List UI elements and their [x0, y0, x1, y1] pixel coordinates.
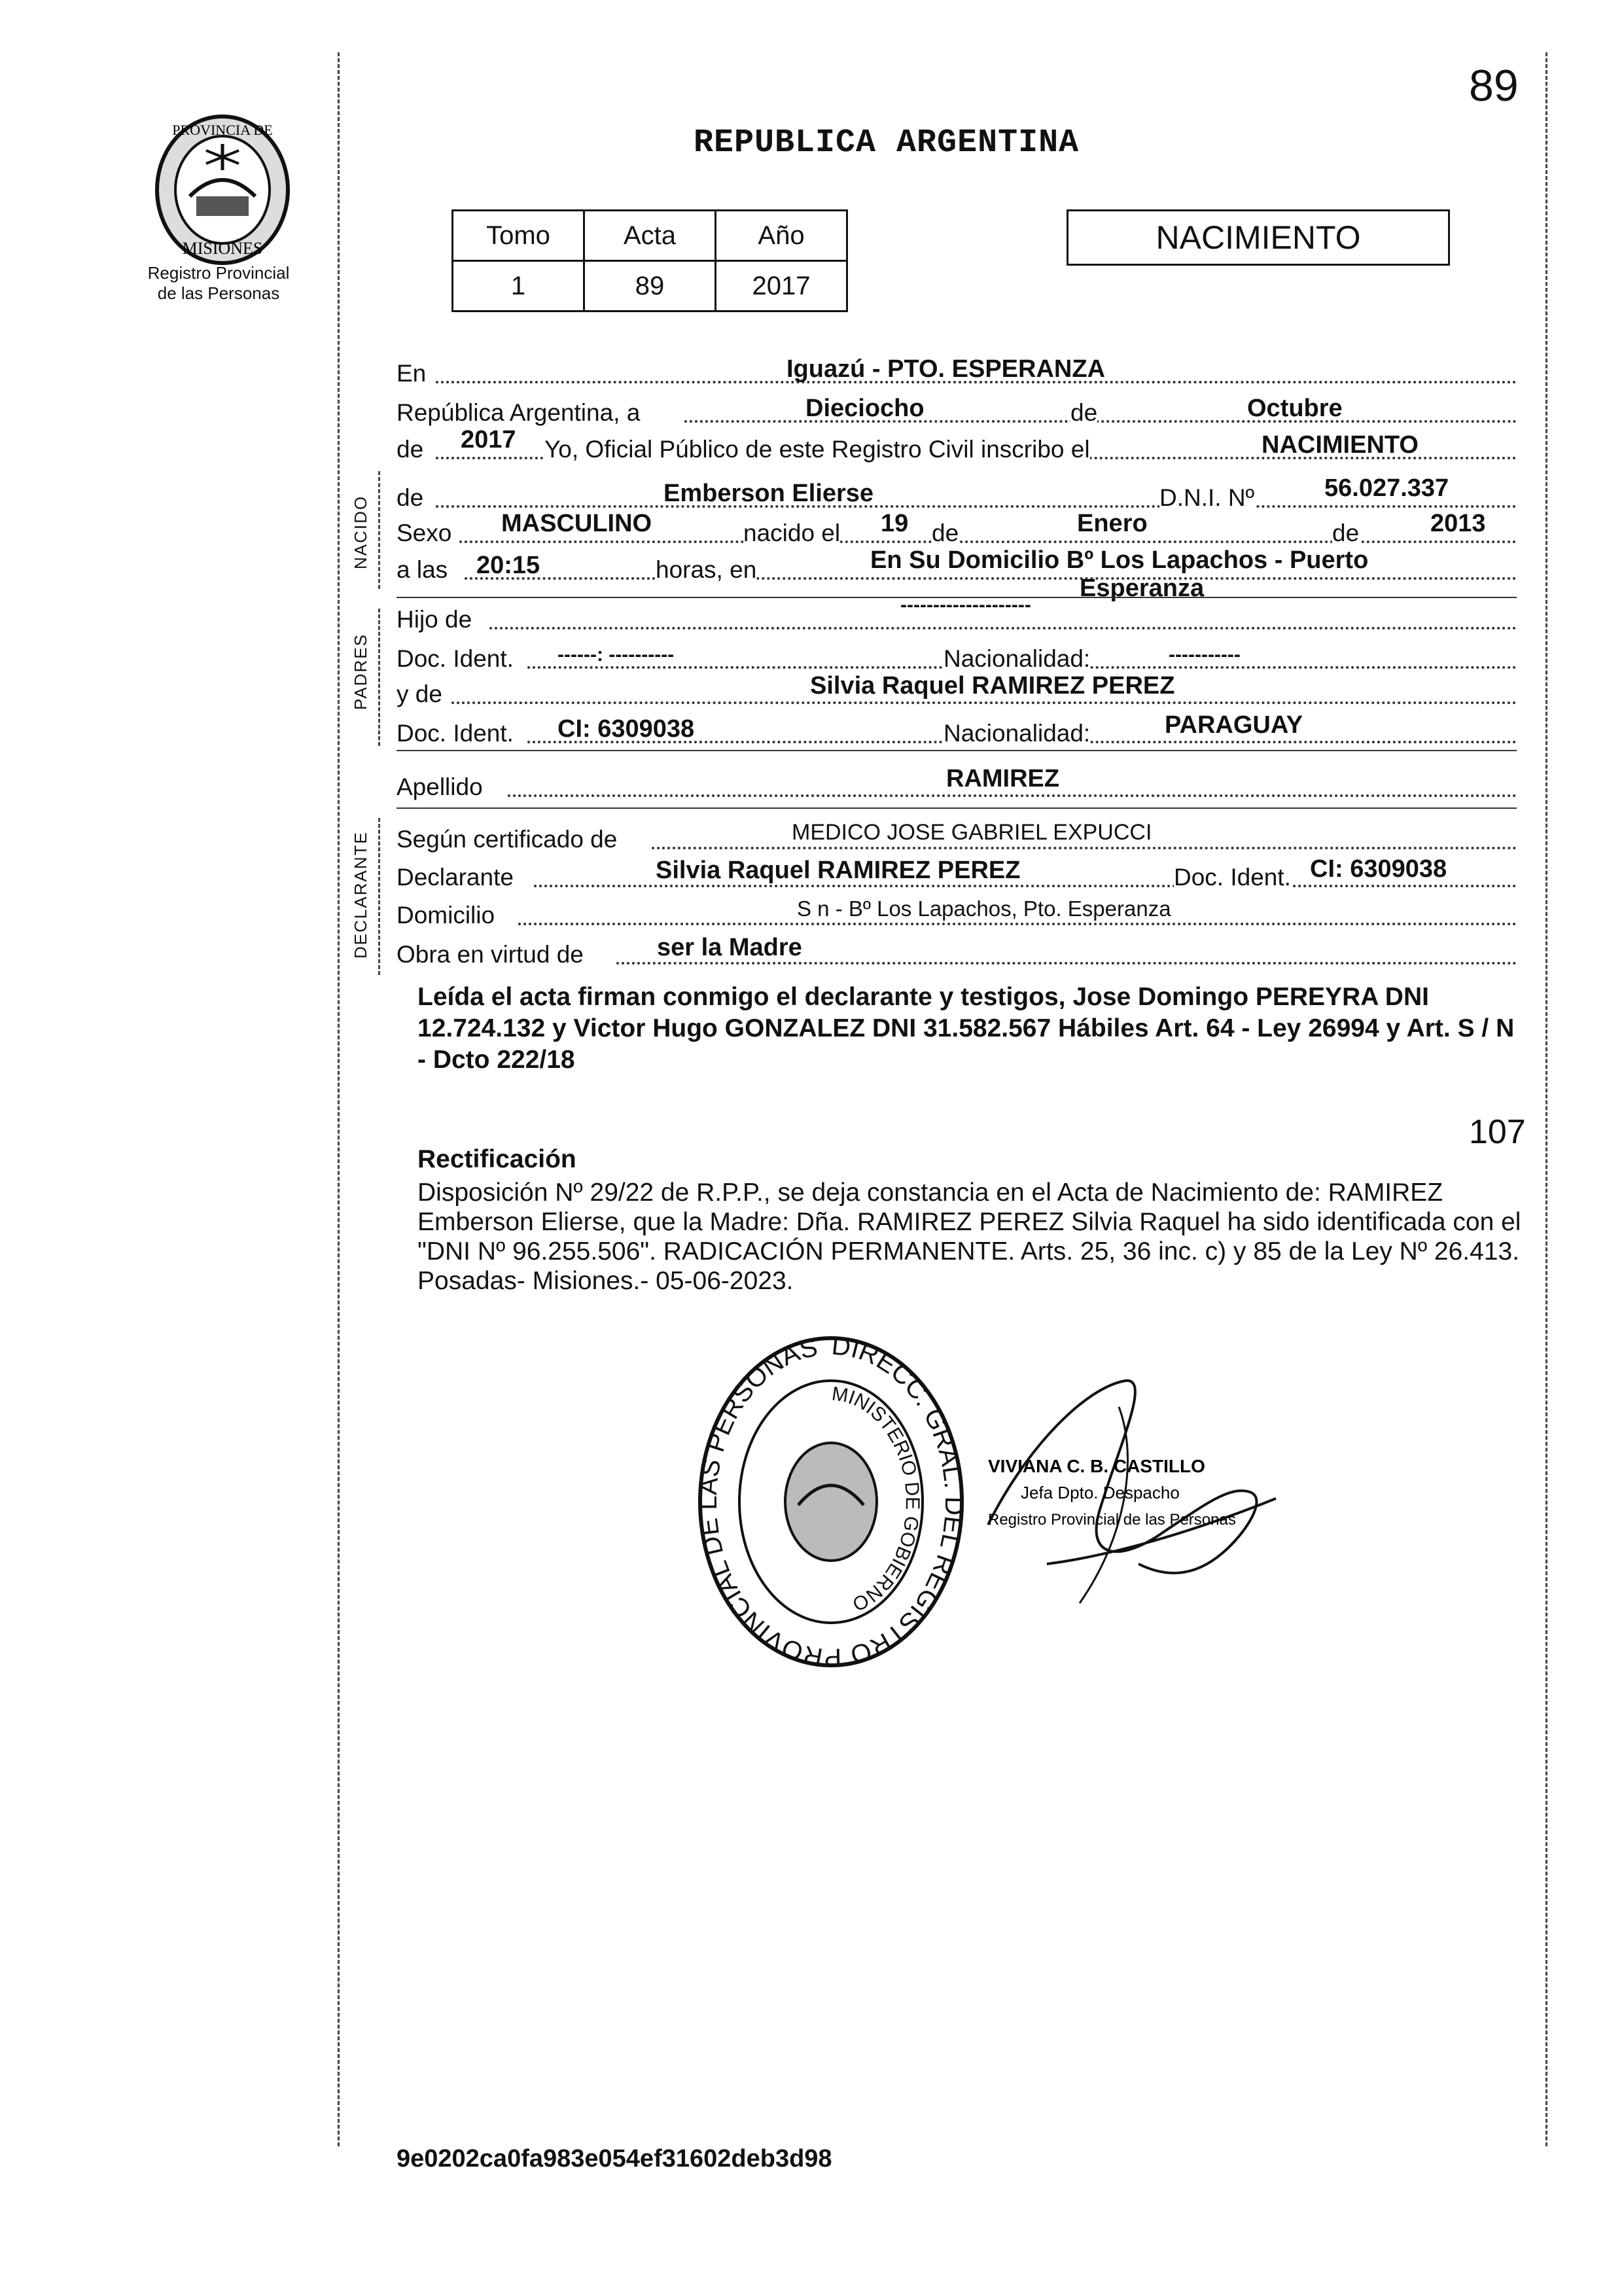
row-obra: Obra en virtud de ser la Madre [397, 934, 1517, 971]
svg-text:PROVINCIA DE: PROVINCIA DE [172, 122, 273, 138]
rectification-title: Rectificación [417, 1145, 576, 1173]
record-type-box: NACIMIENTO [1067, 209, 1450, 266]
row-madre-doc: Doc. Ident. CI: 6309038 Nacionalidad: PARAGUAY [397, 713, 1517, 750]
table-header: Año [716, 211, 847, 261]
row-madre: y de Silvia Raquel RAMIREZ PEREZ [397, 674, 1517, 711]
row-en: En Iguazú - PTO. ESPERANZA [397, 353, 1517, 390]
signature-office: Registro Provincial de las Personas [988, 1511, 1236, 1529]
provincial-emblem [150, 111, 294, 268]
nacido-bracket-line [378, 471, 380, 589]
place-value: Iguazú - PTO. ESPERANZA [786, 355, 1106, 383]
surname-value: RAMIREZ [946, 765, 1060, 792]
table-header: Acta [584, 211, 716, 261]
row-sexo: Sexo MASCULINO nacido el 19 de Enero de 2013 [397, 513, 1517, 550]
row-apellido: Apellido RAMIREZ [397, 767, 1517, 804]
side-label-nacido: NACIDO [351, 495, 370, 569]
document-hash: 9e0202ca0fa983e054ef31602deb3d98 [397, 2145, 832, 2172]
row-hora: a las 20:15 horas, en En Su Domicilio Bº Los Lapachos - Puerto [397, 550, 1517, 586]
declarante-bracket-line [378, 818, 380, 975]
tomo-acta-anio-table [451, 209, 848, 312]
rectification-number: 107 [1469, 1113, 1526, 1151]
table-cell: 1 [453, 261, 584, 311]
row-segun: Según certificado de MEDICO JOSE GABRIEL EXPUCCI [397, 819, 1517, 856]
signature-role: Jefa Dpto. Despacho [1021, 1483, 1180, 1502]
handwritten-signature [968, 1368, 1335, 1642]
signature-statement: Leída el acta firman conmigo el declarante y testigos, Jose Domingo PEREYRA DNI 12.724.132 y Victor Hugo GONZALEZ DNI 31.582.567 Hábiles Art. 64 - Ley 26994 y Art. S / N - Dcto 222/18 [417, 983, 1515, 1074]
svg-text:DIRECC. GRAL. DEL REGISTRO PRO: DIRECC. GRAL. DEL REGISTRO PROVINCIAL DE LAS PERSONAS [694, 1331, 968, 1669]
page-number: 89 [1469, 61, 1519, 111]
row-declarante: Declarante Silvia Raquel RAMIREZ PEREZ Doc. Ident. CI: 6309038 [397, 857, 1517, 894]
row-domicilio: Domicilio S n - Bº Los Lapachos, Pto. Esperanza [397, 895, 1517, 932]
place-value-continued: Esperanza [1080, 575, 1205, 602]
document-title: REPUBLICA ARGENTINA [694, 124, 1080, 162]
table-cell: 2017 [716, 261, 847, 311]
left-margin-line [338, 52, 340, 2146]
side-label-declarante: DECLARANTE [351, 831, 370, 959]
separator-line [397, 750, 1517, 751]
signature-name: VIVIANA C. B. CASTILLO [988, 1456, 1205, 1476]
row-padre-doc: Doc. Ident. ------: ---------- Nacionalidad: ----------- [397, 639, 1517, 675]
table-header: Tomo [453, 211, 584, 261]
svg-text:MINISTERIO DE GOBIERNO: MINISTERIO DE GOBIERNO [830, 1383, 924, 1616]
row-nombre: de Emberson Elierse D.N.I. Nº 56.027.337 [397, 478, 1517, 514]
row-de-anio: de 2017 Yo, Oficial Público de este Registro Civil inscribo el NACIMIENTO [397, 429, 1517, 466]
separator-line [397, 807, 1517, 809]
official-seal [694, 1328, 968, 1669]
side-label-padres: PADRES [351, 633, 370, 710]
rectification-body: Disposición Nº 29/22 de R.P.P., se deja constancia en el Acta de Nacimiento de: RAMIREZ Emberson Elierse, que la Madre: Dña. RAMIREZ PEREZ Silvia Raquel ha sido identificada con el "DNI Nº 96.255.506". RADICACIÓN PERMANENTE. Arts. 25, 36 inc. c) y 85 de la Ley Nº 26.413. Posadas- Misiones.- 05-06-2023. [417, 1179, 1521, 1295]
emblem-caption: Registro Provincial de las Personas [147, 263, 290, 303]
right-margin-line [1545, 52, 1547, 2146]
row-hijo: Hijo de -------------------- [397, 599, 1517, 636]
padres-bracket-line [378, 609, 380, 746]
svg-text:MISIONES: MISIONES [182, 239, 263, 258]
table-cell: 89 [584, 261, 716, 311]
row-republica: República Argentina, a Dieciocho de Octubre [397, 393, 1517, 429]
